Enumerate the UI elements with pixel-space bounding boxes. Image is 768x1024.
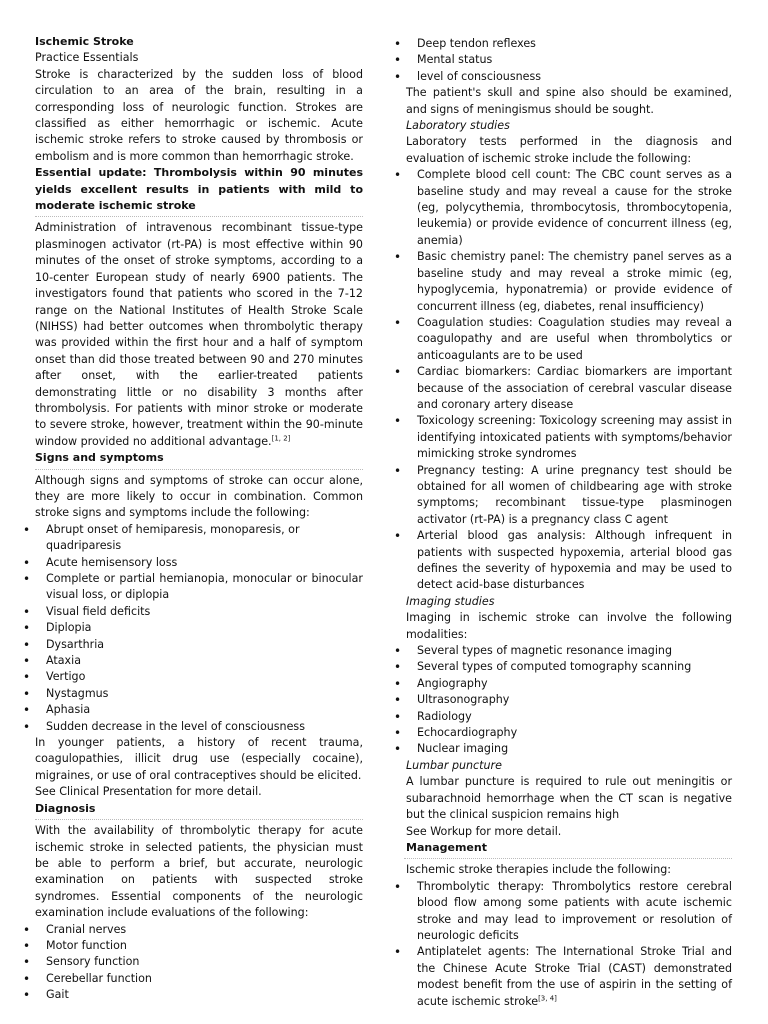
list-item: • Complete blood cell count: The CBC count serves as a baseline study and may reveal a cause for the stroke (eg, polycythemia, thrombocytosis, thrombocytopenia, leukemia) or provide evidence of concurrent illness (eg, anemia) [404,167,732,249]
document-title: Ischemic Stroke [35,35,134,48]
management-heading: Management [404,840,732,859]
essential-update-refs: [1, 2] [271,434,291,443]
practice-essentials-label: Practice Essentials [35,51,139,65]
list-item: • Abrupt onset of hemiparesis, monoparesis, or quadriparesis [35,522,363,555]
list-item: • Sensory function [35,954,363,970]
list-item: • Toxicology screening: Toxicology screening may assist in identifying intoxicated patients with symptoms/behavior mimicking stroke syndromes [404,413,732,462]
lab-heading: Laboratory studies [406,119,510,133]
list-item: • Nystagmus [35,686,363,702]
list-item: • Radiology [404,709,732,725]
list-item: • Deep tendon reflexes [404,36,732,52]
lab-intro: Laboratory tests performed in the diagnosis and evaluation of ischemic stroke include the following: [406,135,732,165]
diagnosis-heading: Diagnosis [35,801,363,820]
list-item: • Acute hemisensory loss [35,555,363,571]
essential-update-heading: Essential update: Thrombolysis within 90 minutes yields excellent results in patients with mild to moderate ischemic stroke [35,165,363,217]
right-column [404,36,732,1010]
list-item [404,944,732,1010]
list-item: • Ultrasonography [404,692,732,708]
lumbar-paragraph: A lumbar puncture is required to rule out meningitis or subarachnoid hemorrhage when the CT scan is negative but the clinical suspicion remains high [406,775,732,822]
list-item: • Arterial blood gas analysis: Although infrequent in patients with suspected hypoxemia, arterial blood gas defines the severity of hypoxemia and may be used to detect acid-base disturbances [404,528,732,594]
imaging-list [404,643,732,758]
signs-after-paragraph: In younger patients, a history of recent trauma, coagulopathies, illicit drug use (especially cocaine), migraines, or use of oral contraceptives should be elicited. [35,736,363,782]
list-item: • Diplopia [35,620,363,636]
list-item: • Gait [35,987,363,1003]
list-item: • Cerebellar function [35,971,363,987]
diagnosis-intro: With the availability of thrombolytic therapy for acute ischemic stroke in selected patients, the physician must be able to perform a brief, but accurate, neurologic examination on patients with suspected stroke syndromes. Essential components of the neurologic examination include evaluations of the following: [35,824,363,920]
list-item: • Pregnancy testing: A urine pregnancy test should be obtained for all women of childbearing age with stroke symptoms; recombinant tissue-type plasminogen activator (rt-PA) is a pregnancy class C agent [404,463,732,529]
imaging-intro: Imaging in ischemic stroke can involve the following modalities: [406,611,732,641]
list-item: • Basic chemistry panel: The chemistry panel serves as a baseline study and may reveal a stroke mimic (eg, hypoglycemia, hyponatremia) or provide evidence of concurrent illness (eg, diabetes, renal insufficiency) [404,249,732,315]
list-item: • level of consciousness [404,69,732,85]
list-item: • Cranial nerves [35,922,363,938]
signs-see-more: See Clinical Presentation for more detail. [35,785,262,799]
management-intro: Ischemic stroke therapies include the following: [406,863,672,877]
list-item: • Motor function [35,938,363,954]
essential-update-text: Administration of intravenous recombinant tissue-type plasminogen activator (rt-PA) is most effective within 90 minutes of the onset of stroke symptoms, according to a 10-center European study of nearly 6900 patients. The investigators found that patients who scored in the 7-12 range on the National Institutes of Health Stroke Scale (NIHSS) had better outcomes when thrombolytic therapy was provided within the first hour and a half of symptom onset than did those treated between 90 and 270 minutes after onset, with the earlier-treated patients demonstrating little or no disability 3 months after thrombolysis. For patients with minor stroke or moderate to severe stroke, however, treatment within the 90-minute window provided no additional advantage. [35,221,363,448]
management-refs: [3, 4] [538,993,557,1002]
exam-after-paragraph: The patient's skull and spine also should be examined, and signs of meningismus should be sought. [406,86,732,116]
list-item: • Complete or partial hemianopia, monocular or binocular visual loss, or diplopia [35,571,363,604]
list-item: • Echocardiography [404,725,732,741]
management-item-text: Antiplatelet agents: The International Stroke Trial and the Chinese Acute Stroke Trial (CAST) demonstrated modest benefit from the use of aspirin in the setting of acute ischemic stroke [417,945,732,1008]
list-item: • Mental status [404,52,732,68]
signs-heading: Signs and symptoms [35,450,363,469]
left-column [35,34,363,1004]
list-item: • Dysarthria [35,637,363,653]
list-item: • Visual field deficits [35,604,363,620]
list-item: • Vertigo [35,669,363,685]
signs-intro: Although signs and symptoms of stroke can occur alone, they are more likely to occur in combination. Common stroke signs and symptoms include the following: [35,473,363,520]
list-item: • Coagulation studies: Coagulation studies may reveal a coagulopathy and are useful when thrombolytics or anticoagulants are to be used [404,315,732,364]
list-item: • Ataxia [35,653,363,669]
management-list [404,879,732,1010]
lab-list [404,167,732,594]
intro-paragraph: Stroke is characterized by the sudden loss of blood circulation to an area of the brain, resulting in a corresponding loss of neurologic function. Strokes are classified as either hemorrhagic or ischemic. Acute ischemic stroke refers to stroke caused by thrombosis or embolism and is more common than hemorrhagic stroke. [35,67,363,163]
imaging-heading: Imaging studies [406,594,495,608]
workup-see-more: See Workup for more detail. [406,824,562,838]
list-item: • Aphasia [35,702,363,718]
list-item: • Several types of computed tomography scanning [404,659,732,675]
list-item: • Nuclear imaging [404,741,732,757]
list-item: • Sudden decrease in the level of consciousness [35,719,363,735]
list-item: • Several types of magnetic resonance imaging [404,643,732,659]
signs-list [35,522,363,735]
essential-update-paragraph [35,220,363,450]
exam-list [404,36,732,85]
diagnosis-list [35,922,363,1004]
lumbar-heading: Lumbar puncture [406,758,502,772]
list-item: • Thrombolytic therapy: Thrombolytics restore cerebral blood flow among some patients with acute ischemic stroke and may lead to improvement or resolution of neurologic deficits [404,879,732,945]
list-item: • Cardiac biomarkers: Cardiac biomarkers are important because of the association of cerebral vascular disease and coronary artery disease [404,364,732,413]
list-item: • Angiography [404,676,732,692]
